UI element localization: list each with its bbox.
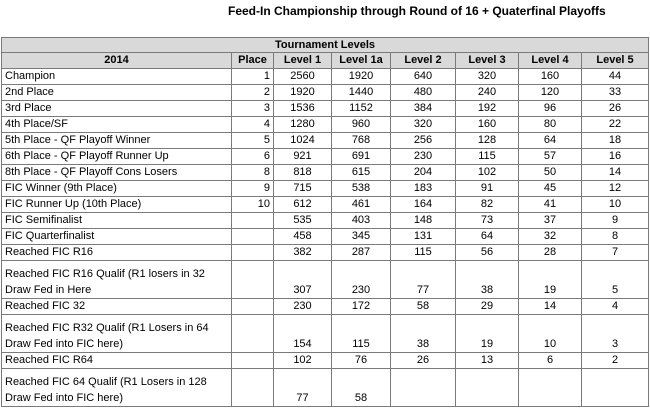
table-row [2,353,649,369]
header-row [2,53,649,69]
points-cell: 538 [332,181,391,197]
points-cell: 183 [391,181,456,197]
points-table [1,37,649,407]
points-cell: 38 [456,261,519,299]
row-label: 5th Place - QF Playoff Winner [2,133,232,149]
points-cell: 535 [274,213,332,229]
place-cell: 4 [232,117,274,133]
column-header: 2014 [2,53,232,69]
points-cell: 461 [332,197,391,213]
points-cell: 102 [274,353,332,369]
points-cell: 10 [519,315,582,353]
table-row [2,117,649,133]
row-label: Reached FIC R64 [2,353,232,369]
points-cell: 57 [519,149,582,165]
row-label: Champion [2,69,232,85]
points-cell: 45 [519,181,582,197]
points-cell: 8 [582,229,649,245]
row-label: FIC Winner (9th Place) [2,181,232,197]
points-cell: 22 [582,117,649,133]
points-cell: 38 [391,315,456,353]
points-cell: 1024 [274,133,332,149]
points-cell: 818 [274,165,332,181]
table-row [2,245,649,261]
points-cell: 480 [391,85,456,101]
points-cell: 19 [456,315,519,353]
points-cell: 13 [456,353,519,369]
points-cell: 6 [519,353,582,369]
points-cell: 1152 [332,101,391,117]
points-cell: 230 [391,149,456,165]
table-row [2,85,649,101]
points-cell: 160 [456,117,519,133]
section-title-row [2,38,649,53]
points-cell: 7 [582,245,649,261]
points-cell: 10 [582,197,649,213]
table-row [2,315,649,353]
points-cell: 384 [391,101,456,117]
row-label: 3rd Place [2,101,232,117]
points-cell [391,369,456,407]
table-row [2,101,649,117]
row-label: Reached FIC 32 [2,299,232,315]
points-cell: 33 [582,85,649,101]
row-label: 6th Place - QF Playoff Runner Up [2,149,232,165]
points-cell: 128 [456,133,519,149]
points-cell: 172 [332,299,391,315]
table-row [2,69,649,85]
points-cell: 115 [456,149,519,165]
points-cell: 28 [519,245,582,261]
points-cell: 2 [582,353,649,369]
points-cell: 41 [519,197,582,213]
points-cell: 1280 [274,117,332,133]
points-cell: 204 [391,165,456,181]
points-cell: 115 [391,245,456,261]
points-cell: 115 [332,315,391,353]
points-cell [456,369,519,407]
column-header: Level 1 [274,53,332,69]
place-cell: 8 [232,165,274,181]
table-row [2,133,649,149]
points-cell: 768 [332,133,391,149]
points-cell: 64 [456,229,519,245]
points-cell: 160 [519,69,582,85]
points-cell: 80 [519,117,582,133]
points-cell: 230 [332,261,391,299]
points-cell: 307 [274,261,332,299]
points-cell: 640 [391,69,456,85]
points-cell: 403 [332,213,391,229]
points-cell: 345 [332,229,391,245]
points-cell: 921 [274,149,332,165]
column-header: Level 5 [582,53,649,69]
row-label: 4th Place/SF [2,117,232,133]
place-cell: 1 [232,69,274,85]
points-cell: 56 [456,245,519,261]
points-cell: 192 [456,101,519,117]
points-cell: 154 [274,315,332,353]
row-label: FIC Runner Up (10th Place) [2,197,232,213]
row-label: Reached FIC 64 Qualif (R1 Losers in 128 Draw Fed into FIC here) [2,369,232,407]
points-cell: 615 [332,165,391,181]
points-cell: 287 [332,245,391,261]
points-cell: 91 [456,181,519,197]
points-cell: 1536 [274,101,332,117]
points-cell: 5 [582,261,649,299]
points-cell: 26 [391,353,456,369]
points-cell: 26 [582,101,649,117]
page-title: Feed-In Championship through Round of 16 + Quaterfinal Playoffs [228,4,606,18]
points-cell: 458 [274,229,332,245]
points-cell: 4 [582,299,649,315]
points-cell: 14 [582,165,649,181]
place-cell [232,369,274,407]
points-cell: 256 [391,133,456,149]
place-cell: 5 [232,133,274,149]
points-cell: 148 [391,213,456,229]
points-cell: 82 [456,197,519,213]
place-cell [232,353,274,369]
row-label: Reached FIC R32 Qualif (R1 Losers in 64 Draw Fed into FIC here) [2,315,232,353]
points-cell: 120 [519,85,582,101]
place-cell [232,261,274,299]
points-cell: 240 [456,85,519,101]
place-cell: 9 [232,181,274,197]
points-cell: 1920 [332,69,391,85]
column-header: Level 3 [456,53,519,69]
row-label: Reached FIC R16 [2,245,232,261]
points-cell: 691 [332,149,391,165]
place-cell: 2 [232,85,274,101]
table-row [2,229,649,245]
points-cell: 382 [274,245,332,261]
points-cell: 14 [519,299,582,315]
points-cell: 9 [582,213,649,229]
points-cell: 16 [582,149,649,165]
points-cell: 102 [456,165,519,181]
points-cell: 3 [582,315,649,353]
column-header: Level 1a [332,53,391,69]
table-row [2,369,649,407]
points-cell: 76 [332,353,391,369]
points-cell: 715 [274,181,332,197]
column-header: Place [232,53,274,69]
table-row [2,165,649,181]
row-label: 2nd Place [2,85,232,101]
place-cell: 6 [232,149,274,165]
points-cell: 131 [391,229,456,245]
table-row [2,299,649,315]
points-cell: 320 [391,117,456,133]
table-row [2,197,649,213]
place-cell [232,245,274,261]
points-cell: 77 [274,369,332,407]
points-cell: 29 [456,299,519,315]
points-cell: 77 [391,261,456,299]
table-row [2,149,649,165]
points-cell [582,369,649,407]
column-header: Level 2 [391,53,456,69]
table-row [2,261,649,299]
points-cell: 37 [519,213,582,229]
points-cell: 58 [332,369,391,407]
table-row [2,181,649,197]
row-label: Reached FIC R16 Qualif (R1 losers in 32 Draw Fed in Here [2,261,232,299]
place-cell [232,299,274,315]
table-row [2,213,649,229]
points-cell: 320 [456,69,519,85]
points-cell: 44 [582,69,649,85]
points-cell: 960 [332,117,391,133]
column-header: Level 4 [519,53,582,69]
row-label: 8th Place - QF Playoff Cons Losers [2,165,232,181]
points-cell: 96 [519,101,582,117]
section-title: Tournament Levels [2,38,649,53]
points-cell: 18 [582,133,649,149]
place-cell [232,229,274,245]
points-cell: 230 [274,299,332,315]
points-cell: 2560 [274,69,332,85]
place-cell: 3 [232,101,274,117]
points-cell [519,369,582,407]
points-cell: 1920 [274,85,332,101]
points-cell: 73 [456,213,519,229]
points-cell: 32 [519,229,582,245]
points-cell: 58 [391,299,456,315]
row-label: FIC Semifinalist [2,213,232,229]
place-cell: 10 [232,197,274,213]
points-cell: 12 [582,181,649,197]
points-cell: 612 [274,197,332,213]
points-cell: 50 [519,165,582,181]
place-cell [232,213,274,229]
points-cell: 164 [391,197,456,213]
points-cell: 19 [519,261,582,299]
place-cell [232,315,274,353]
points-cell: 1440 [332,85,391,101]
points-cell: 64 [519,133,582,149]
row-label: FIC Quarterfinalist [2,229,232,245]
